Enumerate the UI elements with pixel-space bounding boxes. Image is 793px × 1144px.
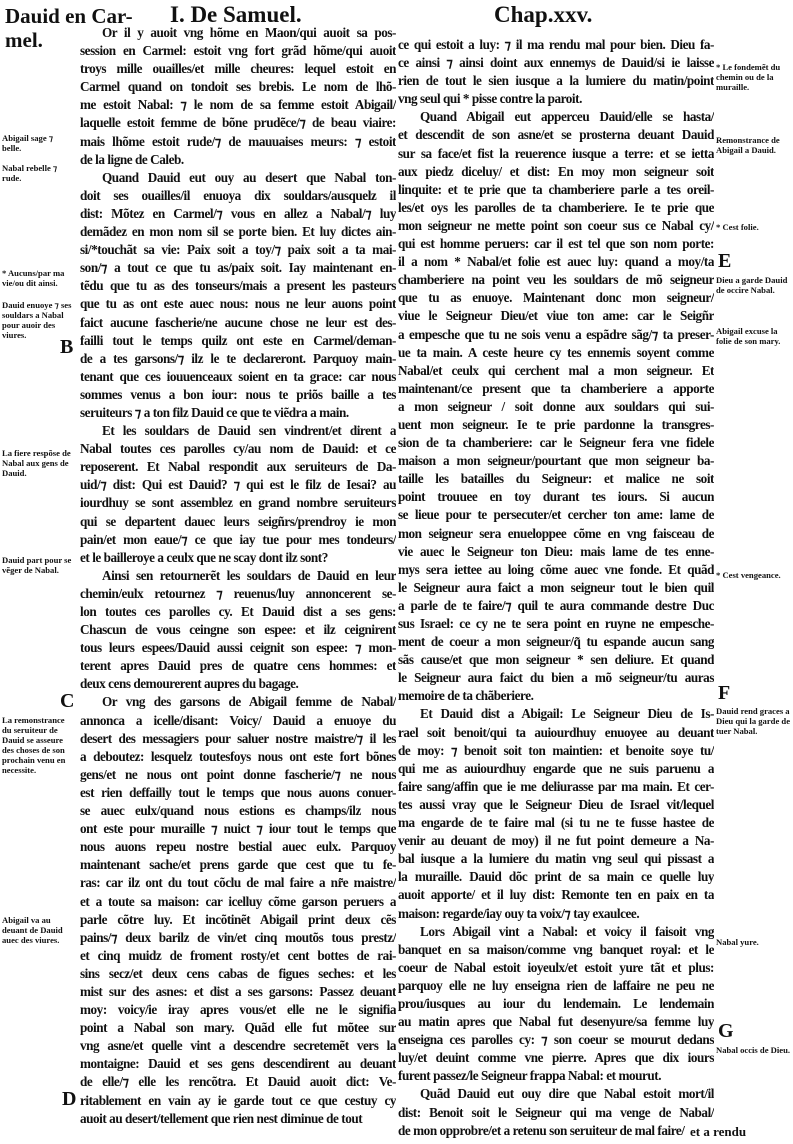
margin-note: Nabal yure. (716, 937, 759, 947)
text-line: mon seigneur sera enueloppee cõme en vng faisceau de (398, 525, 714, 541)
text-line: moy: voicy/ie iray apres vous/et elle ne le signifia (80, 1002, 396, 1018)
margin-note: La remonstrance du seruiteur de Dauid se asseure des choses de son prochain venu en necessite. (2, 715, 66, 775)
text-line: iourdhuy se sont assemblez en grand nombre seruiteurs (80, 495, 396, 511)
text-line: maison: regarde/iay ouy ta voix/⁊ tay exaulcee. (398, 905, 640, 921)
text-line: vng asne/et quelle vint a descendre secretemẽt vers la (80, 1038, 396, 1054)
text-line: auoit au desert/tellement que rien nest diminue de tout (80, 1110, 363, 1126)
text-line: faict aucune fascherie/ne aucune chose ne leur est des- (80, 314, 396, 330)
text-line: mist sur des asnes: et dist a ses garsons: Passez deuant (80, 983, 396, 999)
text-line: de elle/⁊ elle les rencõtra. Et Dauid auoit dict: Ve- (80, 1074, 396, 1090)
text-line: a parle de te faire/⁊ quil te aura commande destre Duc (398, 597, 714, 613)
text-line: prou/iusques au iour du lendemain. Le lendemain (398, 995, 714, 1011)
margin-note: * Cest vengeance. (716, 570, 781, 580)
text-line: Lors Abigail vint a Nabal: et voicy il faisoit vng (420, 923, 714, 939)
text-line: est rien deffailly tout le temps que nous auons conuer- (80, 784, 396, 800)
text-line: venir au deuant de moy) il ne fut point demeure a Na- (398, 833, 714, 849)
text-line: rael soit benoit/qui ta auiourdhuy enuoyee au deuant (398, 724, 714, 740)
margin-note: * Cest folie. (716, 222, 759, 232)
text-line: ce ainsi ⁊ ainsi doint aux ennemys de Dauid/si ie laisse (398, 55, 714, 71)
section-letter: B (60, 336, 74, 358)
text-line: ue ta main. A ceste heure cy tes ennemis soyent comme (398, 344, 714, 360)
text-line: le Seigneur aura faict a mon seigneur tout le bien quil (398, 579, 714, 595)
text-line: uid/⁊ dist: Qui est Dauid? ⁊ qui est le filz de Iesai? au (80, 477, 396, 493)
text-line: memoire de ta chãberiere. (398, 688, 534, 704)
text-line: Or il y auoit vng hõme en Maon/qui auoit sa pos- (102, 25, 396, 40)
text-line: uent mon seigneur. Ie te prie pardonne la transgres- (398, 416, 714, 432)
text-line: coeur de Nabal estoit ioyeulx/et estoit yure tãt et plus: (398, 959, 714, 975)
text-line: seruiteurs ⁊ a ton filz Dauid ce que te viẽdra a main. (80, 404, 349, 420)
text-line: ment de coeur a mon seigneur/q̃ tu espande aucun sang (398, 634, 714, 650)
margin-note: Dauid part pour se vẽger de Nabal. (2, 555, 72, 575)
margin-note: * Aucuns/par ma vie/ou dit ainsi. (2, 268, 65, 288)
text-line: Nabal toutes ces parolles cy/au nom de Dauid: et ce (80, 441, 396, 457)
text-line: les/et oys les parolles de ta chamberiere. Ie te prie que (398, 199, 714, 215)
text-line: ma engarde de te faire mal (si tu ne te fusse hastee de (398, 815, 714, 831)
text-line: tẽdu que tu as des tonseurs/mais a present les pasteurs (80, 278, 396, 294)
text-line: tenant que ces iouuenceaux soient en ta grace: car nous (80, 368, 396, 384)
text-line: vie auec le Seigneur ton Dieu: mais lame de tes enne- (398, 543, 714, 559)
text-line: ont este pour muraille ⁊ nuict ⁊ iour tout le temps que (80, 821, 396, 837)
text-line: troys mille ouailles/et mille cheures: lequel estoit en (80, 61, 396, 77)
text-line: maintenant sache/et prens garde que cest que tu fe- (80, 857, 396, 873)
text-line: sur sa face/et fist la reuerence iusque a terre: et se ietta (398, 145, 714, 161)
margin-note: Nabal rebelle ⁊ rude. (2, 163, 58, 183)
text-line: gens/et ne nous ont point donne fascherie/⁊ ne nous (80, 766, 396, 782)
text-line: taille les batailles du Seigneur: et malice ne soit (398, 471, 714, 487)
margin-note: Nabal occis de Dieu. (716, 1045, 790, 1055)
text-line: se lieue pour te persecuter/et cercher ton ame: lame de (398, 507, 714, 523)
text-line: furent passez/le Seigneur frappa Nabal: et mourut. (398, 1068, 662, 1084)
text-line: pain/et mon eaue/⁊ ce que iay tue pour mes tondeurs/ (80, 531, 396, 547)
text-line: maison a mon seigneur/pourtant que mon seigneur ba- (398, 453, 714, 469)
text-column-right (398, 36, 714, 1140)
text-line: sion de ta chamberiere: car le Seigneur fera vne fidele (398, 435, 714, 451)
text-line: que tu as ont este auec nous: nous ne leur auons point (80, 296, 396, 312)
section-letter: C (60, 690, 75, 712)
margin-note: Abigail sage ⁊ belle. (2, 133, 54, 153)
text-line: Quand Dauid eut ouy au desert que Nabal ton- (102, 169, 396, 185)
text-line: doit ses ouailles/il enuoya dix souldars/ausquelz il (80, 187, 396, 203)
text-line: mon seigneur ne mette point son coeur sus ce Nabal cy/ (398, 217, 714, 233)
text-line: Chascun de vous ceingne son espee: et ilz ceignirent (80, 622, 396, 638)
text-line: et le bailleroye a ceulx que ne scay dont ilz sont? (80, 549, 328, 565)
margin-note: Dauid enuoye ⁊ ses souldars a Nabal pour auoir des viures. (2, 300, 72, 340)
catchword: et a rendu (690, 1124, 747, 1139)
text-line: aux piedz diceluy/ et dist: En moy mon seigneur soit (398, 163, 714, 179)
paragraph (398, 1085, 714, 1139)
margin-note: Dieu a garde Dauid de occire Nabal. (716, 275, 788, 295)
text-line: Or vng des garsons de Abigail femme de Nabal/ (102, 694, 396, 710)
text-line: ce qui estoit a luy: ⁊ il ma rendu mal pour bien. Dieu fa- (398, 37, 714, 52)
text-line: sins secz/et deux cens cabas de figues seches: et les (80, 965, 396, 981)
text-line: dist: Mõtez en Carmel/⁊ vous en allez a Nabal/⁊ luy (80, 205, 396, 221)
text-line: montaigne: Dauid et ses gens descendirent au deuant (80, 1056, 396, 1072)
text-line: qui se departent dauec leurs seigñrs/prendroy ie mon (80, 513, 396, 529)
margin-note: * Le fondemẽt du chemin ou de la muraille. (716, 62, 781, 92)
text-line: point trouuee en toy durant tes iours. Si aucun (398, 489, 714, 505)
text-line: et a toute sa maison: car icelluy cõme garson peruers a (80, 893, 396, 909)
text-line: maintenant/ce present que ta chamberiere a apporte (398, 380, 714, 396)
text-line: qui me as auiourdhuy engarde que ne suis paruenu a (398, 760, 714, 776)
text-line: a mon seigneur / soit donne aux souldars qui sui- (398, 398, 714, 414)
paragraph (398, 705, 714, 922)
text-line: rien de tout le sien iusque a la lumiere du matin/point (398, 73, 714, 89)
paragraph (80, 693, 396, 1127)
text-line: bal iusque a la lumiere du matin vng seul qui pissast a (398, 851, 714, 867)
text-line: tes aussi vray que le Seigneur Dieu de Israel vit/lequel (398, 796, 714, 812)
chapter-title: Chap.xxv. (494, 2, 593, 27)
text-line: sommes venus a bon iour: nous te priõs baille a tes (80, 386, 396, 402)
text-line: viue le Seigneur Dieu/et viue ton ame: car le Seigñr (398, 308, 714, 324)
margin-note: Abigail va au deuant de Dauid auec des viures. (2, 915, 63, 945)
text-line: laquelle estoit femme de bõne prudẽce/⁊ de beau viaire: (80, 115, 396, 131)
paragraph (398, 923, 714, 1086)
text-line: deux cens demourerent aupres du bagage. (80, 676, 299, 692)
paragraph (398, 36, 714, 108)
text-line: failli tout le temps quilz ont este en Carmel/deman- (80, 332, 396, 348)
text-line: parquoy elle ne luy enseigna rien de laffaire ne peu ne (398, 977, 714, 993)
text-line: terent apres Dauid pres de quatre cens hommes: et (80, 658, 396, 674)
text-line: de la ligne de Caleb. (80, 151, 184, 167)
text-line: il a nom * Nabal/et folie est auec luy: quand a moy/ta (398, 254, 714, 270)
text-line: session en Carmel: estoit vng fort grãd hõme/qui auoit (80, 43, 396, 59)
text-line: Quãd Dauid eut ouy dire que Nabal estoit mort/il (420, 1086, 714, 1102)
text-line: Ainsi sen retournerẽt les souldars de Dauid en leur (102, 567, 396, 583)
margin-note: La fiere respõse de Nabal aux gens de Dauid. (2, 448, 71, 478)
text-line: faire sang/affin que ie me deliurasse par ma main. Et cer- (398, 778, 714, 794)
text-line: que tu as enuoye. Maintenant donc mon seigneur/ (398, 290, 714, 306)
text-line: tous leurs espees/Dauid aussi ceignit son espee: ⁊ mon- (80, 640, 396, 656)
text-line: sus Israel: ce cy ne te sera point en ruyne ne empesche- (398, 616, 714, 631)
text-line: a deboutez: lesquelz toutesfoys nous ont este fort bõnes (80, 748, 396, 764)
text-line: ras: car ilz ont du tout cõclu de mal faire a nr̃e maistre/ (80, 875, 396, 891)
text-line: mais lhõme estoit rude/⁊ de mauuaises meurs: ⁊ estoit (80, 133, 396, 149)
text-line: Et Dauid dist a Abigail: Le Seigneur Dieu de Is- (420, 706, 714, 722)
text-line: nous auons repeu nostre bestial auec eulx. Parquoy (80, 839, 396, 855)
text-line: se auec eulx/quand nous estions es champs/ilz nous (80, 803, 396, 819)
section-letter: E (718, 250, 732, 272)
text-line: et cinq muidz de froment rosty/et cent bottes de rai- (80, 947, 396, 963)
text-line: Et les souldars de Dauid sen vindrent/et dirent a (102, 423, 396, 439)
section-letter: G (718, 1020, 734, 1042)
text-line: le Seigneur aura faict du bien a mõ seigneur/tu auras (398, 670, 714, 686)
text-line: linquite: et te prie que ta chamberiere parle a tes oreil- (398, 181, 714, 197)
text-line: et descendit de son asne/et se prosterna deuant Dauid (398, 127, 714, 143)
text-line: auoit apporte/ et il luy dist: Remonte ten en paix en ta (398, 887, 714, 903)
text-line: de moy: ⁊ benoit soit ton maintien: et benoite soye tu/ (398, 742, 714, 758)
paragraph (80, 24, 396, 169)
text-line: parle cõtre luy. Et incõtinẽt Abigail print deux cẽs (80, 911, 396, 927)
text-line: Carmel quand on tondoit ses brebis. Le nom de lhõ- (80, 79, 396, 95)
text-line: reposerent. Et Nabal respondit aux seruiteurs de Da- (80, 459, 396, 475)
text-line: si/*touchãt sa vie: Paix soit a toy/⁊ paix soit a ta mai- (80, 242, 396, 258)
section-letter: F (718, 682, 731, 704)
text-line: la muraille. Dauid dõc print de sa main ce quelle luy (398, 869, 714, 885)
book-title: I. De Samuel. (170, 2, 302, 27)
margin-note: Remonstrance de Abigail a Dauid. (716, 135, 780, 155)
text-line: sãs cause/et que mon seigneur * sen deliure. Et quand (398, 652, 714, 668)
text-line: de a tes garsons/⁊ ilz le te declareront. Parquoy main- (80, 350, 396, 366)
paragraph (398, 108, 714, 705)
text-line: mys sera iettee au loing cõme auec vne fonde. Et quãd (398, 561, 714, 577)
text-line: enseigna ces parolles cy: ⁊ son coeur se mourut dedans (398, 1032, 714, 1048)
running-head-line: Dauid en Car- (5, 4, 133, 28)
text-line: banquet en sa maison/comme vng banquet royal: et le (398, 941, 714, 957)
text-line: Nabal/et ceulx qui cerchent mal a mon seigneur. Et (398, 362, 714, 378)
text-line: annonca a icelle/disant: Voicy/ Dauid a enuoye du (80, 712, 396, 728)
text-line: chemin/eulx retournez ⁊ reuenus/luy annoncerent se- (80, 585, 396, 601)
text-line: demãdez en mon nom sil se porte bien. Et luy dictes ain- (80, 224, 396, 240)
text-line: pains/⁊ deux barilz de vin/et cinq moutõs tous prestz/ (80, 929, 396, 945)
section-letter: D (62, 1088, 77, 1110)
text-line: me estoit Nabal: ⁊ le nom de sa femme estoit Abigail/ (80, 97, 396, 113)
text-line: de mon opprobre/et a retenu son seruiteur de mal faire/ (398, 1122, 685, 1138)
paragraph (80, 422, 396, 567)
text-line: ritablement en vain ay ie garde tout ce que cestuy cy (80, 1092, 396, 1108)
text-line: Quand Abigail eut apperceu Dauid/elle se hasta/ (420, 109, 714, 125)
text-line: dist: Benoit soit le Seigneur qui ma venge de Nabal/ (398, 1104, 714, 1120)
text-line: a empesche que tu ne sois venu a espãdre sãg/⁊ ta preser- (398, 326, 714, 342)
running-head-line: mel. (5, 28, 43, 52)
paragraph (80, 169, 396, 422)
margin-note: Dauid rend graces a Dieu qui la garde de tuer Nabal. (716, 706, 791, 736)
text-line: desert des messagiers pour saluer nostre maistre/⁊ il les (80, 730, 396, 746)
paragraph (80, 567, 396, 694)
text-line: chamberiere na point veu les souldars de mõ seigneur (398, 272, 714, 288)
margin-note: Abigail excuse la folie de son mary. (716, 326, 781, 346)
text-line: lon toutes ces parolles cy. Et Dauid dist a ses gens: (80, 604, 396, 619)
text-line: qui est homme peruers: car il est tel que son nom porte: (398, 236, 714, 252)
text-line: point a Nabal son mary. Quãd elle fut mõtee sur (80, 1020, 396, 1036)
text-line: au matin apres que Nabal fut desenyure/sa femme luy (398, 1014, 714, 1030)
text-line: son/⁊ a tout ce que tu as/paix soit. Iay maintenant en- (80, 260, 396, 276)
text-column-left (80, 24, 396, 1128)
text-line: vng seul qui * pisse contre la paroit. (398, 91, 582, 107)
text-line: luy/et deuint comme vne pierre. Apres que dix iours (398, 1050, 714, 1066)
